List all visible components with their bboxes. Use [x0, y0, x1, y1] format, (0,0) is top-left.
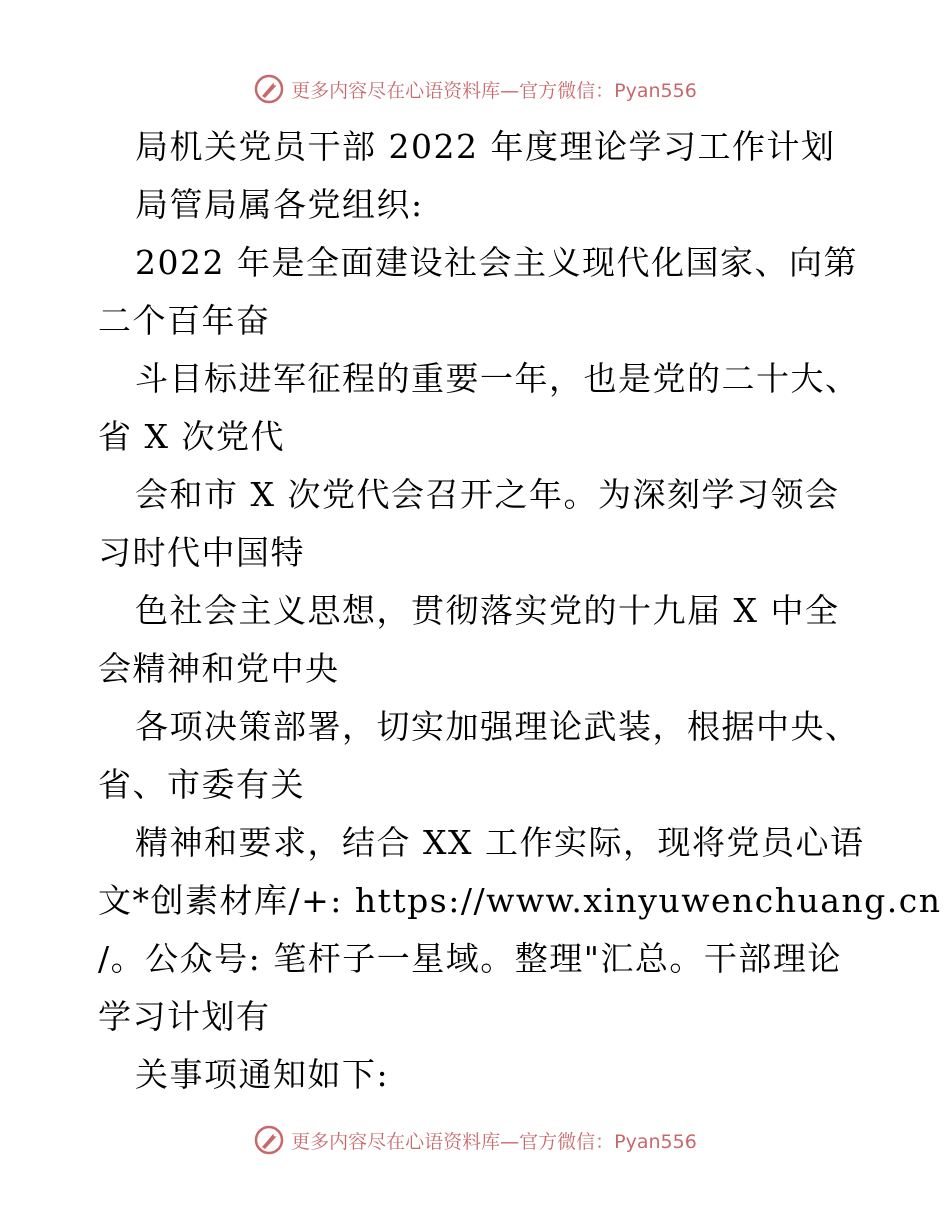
paragraph-line: /。公众号: 笔杆子一星域。整理"汇总。干部理论 [98, 939, 842, 978]
paragraph-line: 会精神和党中央 [98, 649, 340, 688]
paragraph-line: 二个百年奋 [98, 301, 271, 340]
footer-watermark [0, 1123, 950, 1157]
salutation: 局管局属各党组织: [135, 185, 424, 224]
pen-logo-icon [253, 73, 285, 105]
paragraph-line: 各项决策部署，切实加强理论武装，根据中央、 [135, 707, 860, 746]
paragraph-line: 精神和要求，结合 XX 工作实际，现将党员心语 [135, 823, 865, 862]
paragraph-line: 文*创素材库/+: https://www.xinyuwenchuang.cn [98, 881, 942, 920]
header-watermark [0, 72, 950, 106]
paragraph-line: 学习计划有 [98, 997, 271, 1036]
watermark-text: 更多内容尽在心语资料库—官方微信：Pyan556 [291, 79, 697, 102]
paragraph-line: 色社会主义思想，贯彻落实党的十九届 X 中全 [135, 591, 840, 630]
paragraph-line: 习时代中国特 [98, 533, 305, 572]
paragraph-line: 关事项通知如下: [135, 1055, 390, 1094]
document-title: 局机关党员干部 2022 年度理论学习工作计划 [135, 127, 836, 166]
paragraph-line: 省 X 次党代 [98, 417, 285, 456]
document-body [98, 118, 942, 1104]
pen-logo-icon [253, 1124, 285, 1156]
paragraph-line: 斗目标进军征程的重要一年，也是党的二十大、 [135, 359, 860, 398]
paragraph-line: 会和市 X 次党代会召开之年。为深刻学习领会 [135, 475, 840, 514]
paragraph-line: 2022 年是全面建设社会主义现代化国家、向第 [135, 243, 858, 282]
watermark-text: 更多内容尽在心语资料库—官方微信：Pyan556 [291, 1130, 697, 1153]
paragraph-line: 省、市委有关 [98, 765, 305, 804]
